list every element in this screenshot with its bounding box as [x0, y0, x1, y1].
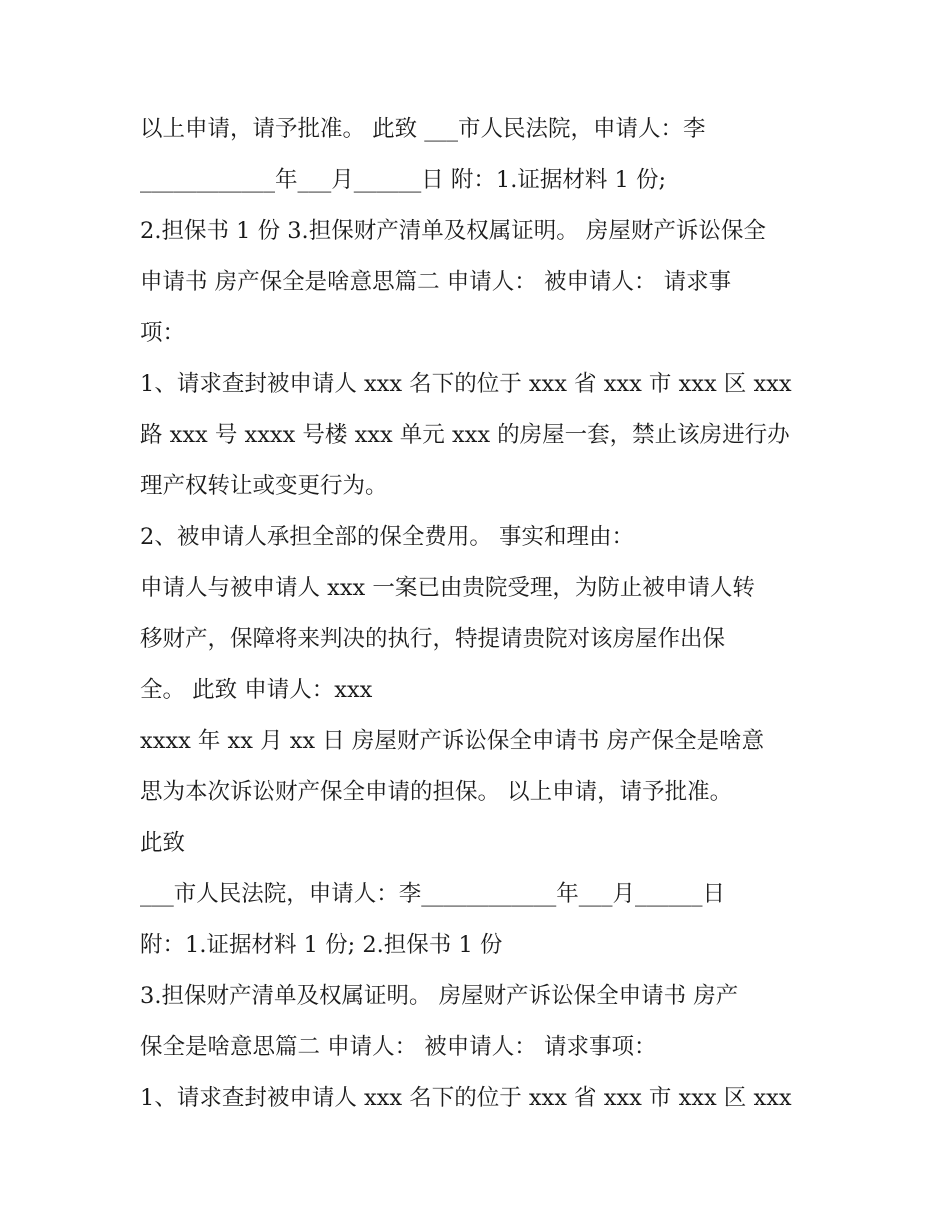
text-line: 项：	[140, 320, 186, 346]
text-line: 申请书 房产保全是啥意思篇二 申请人： 被申请人： 请求事	[140, 269, 732, 295]
text-line: 移财产，保障将来判决的执行，特提请贵院对该房屋作出保	[140, 626, 726, 652]
text-line: 1、请求查封被申请人 xxx 名下的位于 xxx 省 xxx 市 xxx 区 xxx	[140, 1085, 792, 1111]
text-line: 路 xxx 号 xxxx 号楼 xxx 单元 xxx 的房屋一套，禁止该房进行办	[140, 422, 790, 448]
text-line: 以上申请，请予批准。 此致 ___市人民法院，申请人：李	[140, 116, 706, 142]
text-line: 3.担保财产清单及权属证明。 房屋财产诉讼保全申请书 房产	[140, 983, 739, 1009]
text-line: 此致	[140, 830, 186, 856]
text-line: 理产权转让或变更行为。	[140, 473, 388, 499]
text-line: 2、被申请人承担全部的保全费用。 事实和理由：	[140, 524, 634, 550]
document-body	[140, 104, 820, 1124]
text-line: 1、请求查封被申请人 xxx 名下的位于 xxx 省 xxx 市 xxx 区 xxx	[140, 371, 792, 397]
text-line: ___市人民法院，申请人：李____________年___月______日	[140, 881, 726, 907]
text-line: 保全是啥意思篇二 申请人： 被申请人： 请求事项：	[140, 1034, 657, 1060]
text-line: 附：1.证据材料 1 份; 2.担保书 1 份	[140, 932, 503, 958]
text-line: xxxx 年 xx 月 xx 日 房屋财产诉讼保全申请书 房产保全是啥意	[140, 728, 765, 754]
text-line: 思为本次诉讼财产保全申请的担保。 以上申请，请予批准。	[140, 779, 733, 805]
text-line: ____________年___月______日 附：1.证据材料 1 份;	[140, 167, 667, 193]
text-line: 申请人与被申请人 xxx 一案已由贵院受理，为防止被申请人转	[140, 575, 755, 601]
text-line: 全。 此致 申请人：xxx	[140, 677, 373, 703]
text-line: 2.担保书 1 份 3.担保财产清单及权属证明。 房屋财产诉讼保全	[140, 218, 766, 244]
